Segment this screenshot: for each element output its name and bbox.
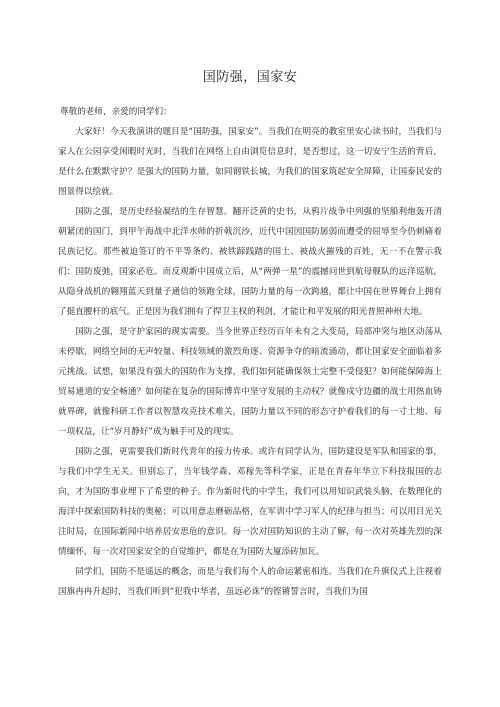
page-title: 国防强，国家安 (202, 70, 298, 85)
paragraph-5: 同学们，国防不是遥远的概念，而是与我们每个人的命运紧密相连。当我们在升旗仪式上注视着国旗冉冉升起时，当我们听到“犯我中华者，虽远必诛”的铿锵誓言时，当我们为国 (58, 567, 442, 597)
salutation: 尊敬的老师，亲爱的同学们： (60, 107, 172, 117)
paragraph-1: 大家好！今天我演讲的题目是“国防强，国家安”。当我们在明亮的教室里安心读书时，当我们与家人在公园享受闲暇时光时，当我们在网络上自由浏览信息时，是否想过，这一切安宁生活的背后，是什么在默默守护？是强大的国防力量，如同钢铁长城，为我们的国家筑起安全屏障，让国泰民安的图景得以绘就。 (58, 127, 442, 197)
paragraph-4: 国防之强，更需要我们新时代青年的接力传承。或许有同学认为，国防建设是军队和国家的事，与我们中学生无关。但别忘了，当年钱学森、邓稼先等科学家，正是在青春年华立下科技报国的志向，才为国防事业埋下了希望的种子。作为新时代的中学生，我们可以用知识武装头脑，在数理化的海洋中探索国防科技的奥秘；可以用意志磨砺品格，在军训中学习军人的纪律与担当；可以用目光关注时局，在国际新闻中培养居安思危的意识。每一次对国防知识的主动了解，每一次对英雄先烈的深情缅怀，每一次对国家安全的自觉维护，都是在为国防大厦添砖加瓦。 (58, 447, 442, 557)
paragraph-2: 国防之强，是历史经验凝结的生存智慧。翻开泛黄的史书，从鸦片战争中列强的坚船利炮轰开清朝紧闭的国门，到甲午海战中北洋水师的折戟沉沙，近代中国因国防孱弱而遭受的屈辱至今仍刺痛着民族记忆。那些被迫签订的不平等条约、被铁蹄践踏的国土、被战火摧残的百姓，无一不在警示我们：国防废弛，国家必危。而反观新中国成立后，从“两弹一星”的震撼问世到航母舰队的远洋巡航，从隐身战机的翱翔蓝天到量子通信的领跑全球，国防力量的每一次跨越，都让中国在世界舞台上拥有了挺直腰杆的底气。正是因为我们拥有了捍卫主权的利剑，才能让和平发展的阳光普照神州大地。 (58, 207, 442, 317)
paragraph-3: 国防之强，是守护家园的现实需要。当今世界正经历百年未有之大变局，局部冲突与地区动荡从未停歇，网络空间的无声较量、科技领域的激烈角逐、资源争夺的暗流涌动，都让国家安全面临着多元挑战。试想，如果没有强大的国防作为支撑，我们如何能确保领土完整不受侵犯？如何能保障海上贸易通道的安全畅通？如何能在复杂的国际博弈中坚守发展的主动权？就像戍守边疆的战士用热血铸就界碑，就像科研工作者以智慧攻克技术难关，国防力量以不同的形态守护着我们的每一寸土地、每一项权益，让“岁月静好”成为触手可及的现实。 (58, 327, 442, 437)
